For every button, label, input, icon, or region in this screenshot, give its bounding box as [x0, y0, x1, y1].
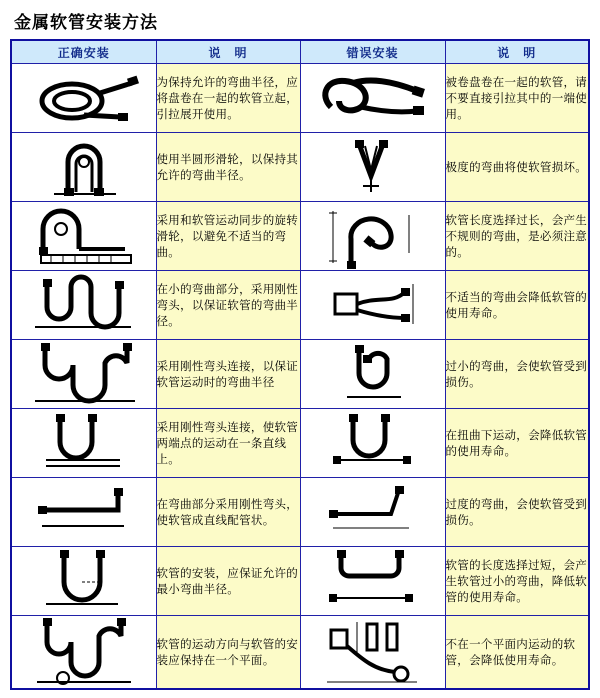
description-text: 采用刚性弯头连接，以保证软管运动时的弯曲半径	[156, 340, 300, 409]
rotating-pulley-chain-icon	[11, 202, 156, 271]
table-row	[11, 64, 589, 133]
min-bend-radius-icon	[11, 547, 156, 616]
description-text: 在小的弯曲部分，采用刚性弯头，以保证软管的弯曲半径。	[156, 271, 300, 340]
straight-pipe-elbow-icon	[11, 478, 156, 547]
rigid-elbow-small-bend-icon	[11, 271, 156, 340]
long-loop-hose-icon	[300, 202, 445, 271]
header-correct-install: 正确安装	[11, 40, 156, 64]
description-text: 软管长度选择过长，会产生不规则的弯曲，是必须注意的。	[445, 202, 589, 271]
description-text: 极度的弯曲将使软管损坏。	[445, 133, 589, 202]
twisted-u-bend-icon	[300, 409, 445, 478]
installation-guide-table	[10, 39, 590, 690]
description-text: 软管的运动方向与软管的安装应保持在一个平面。	[156, 616, 300, 690]
description-text: 过度的弯曲，会使软管受到损伤。	[445, 478, 589, 547]
table-row	[11, 478, 589, 547]
table-row	[11, 616, 589, 690]
too-small-bend-icon	[300, 340, 445, 409]
description-text: 不适当的弯曲会降低软管的使用寿命。	[445, 271, 589, 340]
description-text: 采用和软管运动同步的旋转滑轮，以避免不适当的弯曲。	[156, 202, 300, 271]
description-text: 采用刚性弯头连接，使软管两端点的运动在一条直线上。	[156, 409, 300, 478]
description-text: 不在一个平面内运动的软管，会降低使用寿命。	[445, 616, 589, 690]
table-row	[11, 271, 589, 340]
header-correct-description: 说 明	[156, 40, 300, 64]
coiled-hose-icon	[11, 64, 156, 133]
header-wrong-description: 说 明	[445, 40, 589, 64]
same-plane-motion-icon	[11, 616, 156, 690]
table-row	[11, 340, 589, 409]
rigid-elbow-u-bend-icon	[11, 340, 156, 409]
table-header-row	[11, 40, 589, 64]
description-text: 使用半圆形滑轮，以保持其允许的弯曲半径。	[156, 133, 300, 202]
description-text: 软管的长度选择过短，会产生软管过小的弯曲，降低软管的使用寿命。	[445, 547, 589, 616]
coiled-hose-pulled-icon	[300, 64, 445, 133]
description-text: 过小的弯曲，会使软管受到损伤。	[445, 340, 589, 409]
table-row	[11, 409, 589, 478]
page-title: 金属软管安装方法	[14, 13, 158, 33]
semicircle-pulley-icon	[11, 133, 156, 202]
too-long-hose-icon	[300, 547, 445, 616]
sharp-bend-icon	[300, 133, 445, 202]
description-text: 在扭曲下运动，会降低软管的使用寿命。	[445, 409, 589, 478]
table-row	[11, 202, 589, 271]
over-bend-straight-icon	[300, 478, 445, 547]
header-wrong-install: 错误安装	[300, 40, 445, 64]
u-bend-straight-line-icon	[11, 409, 156, 478]
description-text: 被卷盘卷在一起的软管，请不要直接引拉其中的一端使用。	[445, 64, 589, 133]
table-row	[11, 133, 589, 202]
description-text: 在弯曲部分采用刚性弯头，使软管成直线配管状。	[156, 478, 300, 547]
out-of-plane-motion-icon	[300, 616, 445, 690]
description-text: 为保持允许的弯曲半径，应将盘卷在一起的软管立起，引拉展开使用。	[156, 64, 300, 133]
table-row	[11, 547, 589, 616]
description-text: 软管的安装，应保证允许的最小弯曲半径。	[156, 547, 300, 616]
improper-bend-icon	[300, 271, 445, 340]
